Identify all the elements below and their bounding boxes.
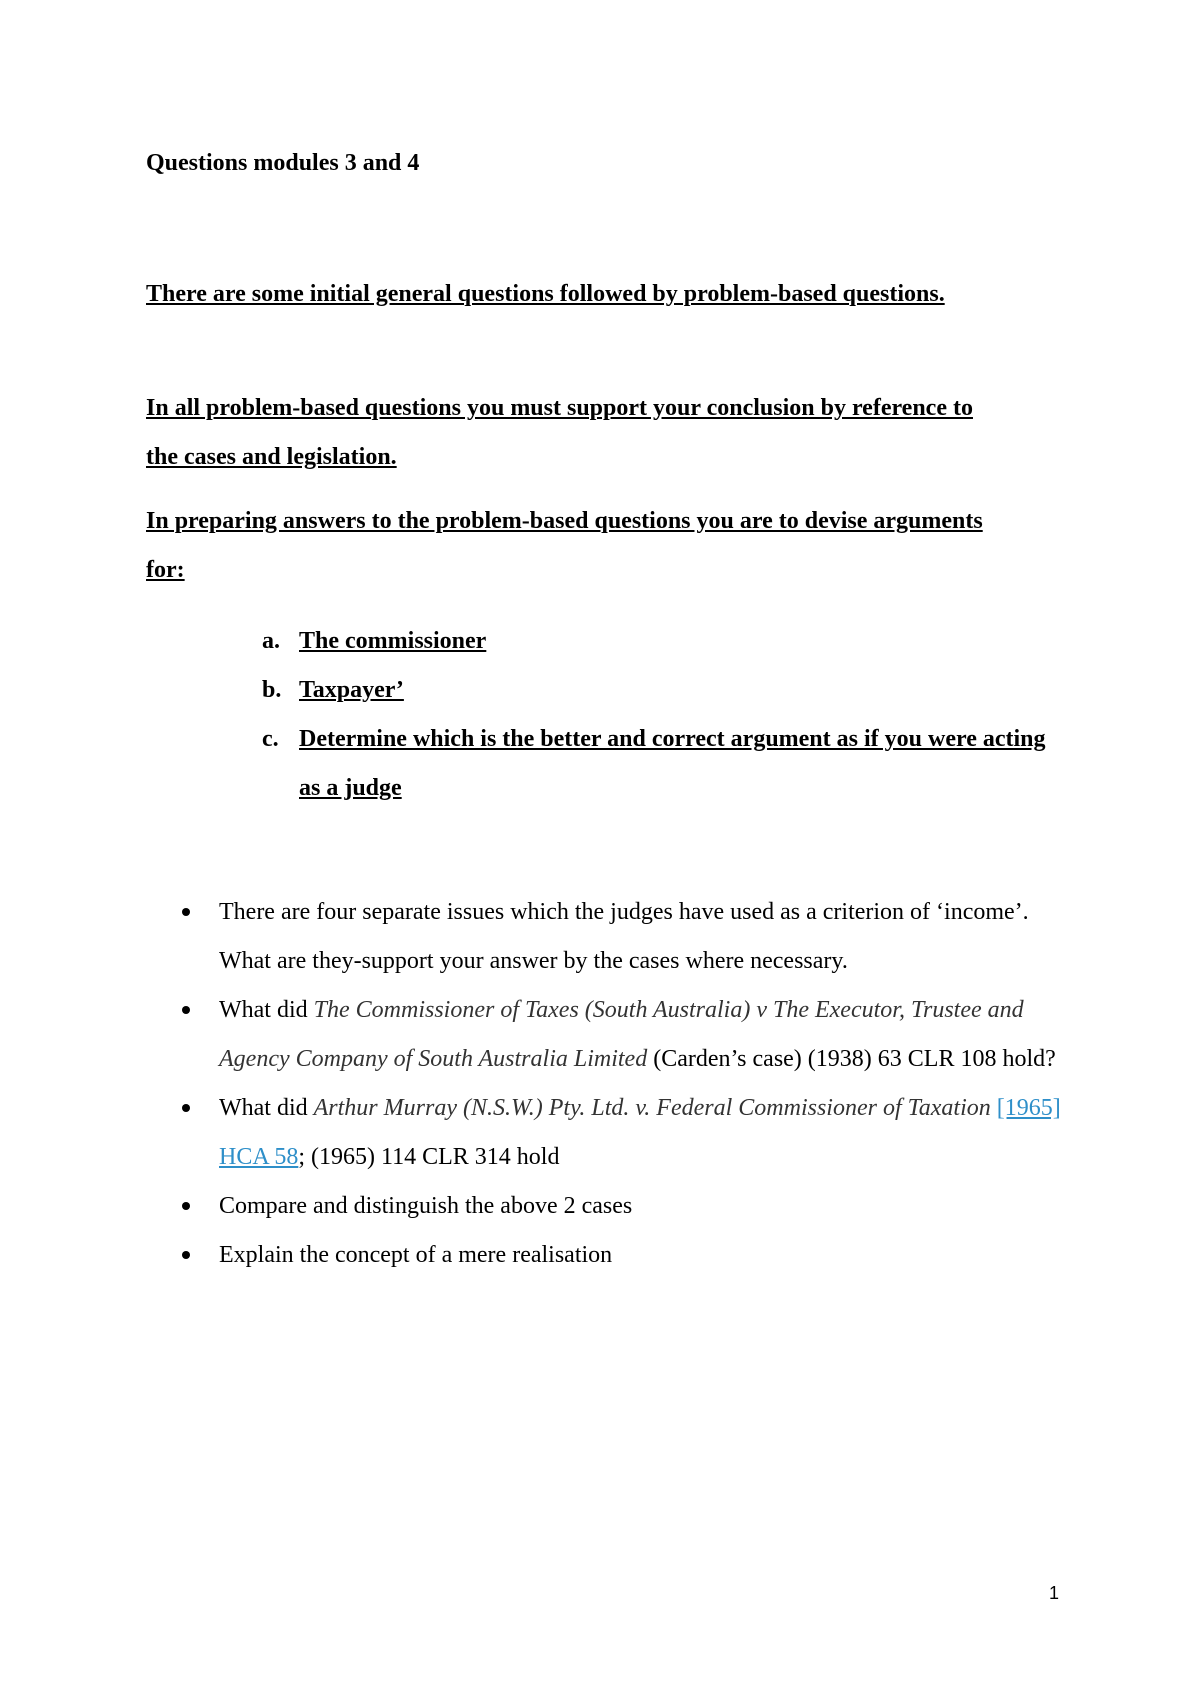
argument-list: [262, 617, 1062, 813]
argument-item-text: Taxpayer’: [299, 677, 404, 703]
question-item-mere-realisation: [178, 1231, 1078, 1280]
question-item-cardens-case: [178, 986, 1078, 1084]
question-suffix: ; (1965) 114 CLR 314 hold: [298, 1144, 560, 1170]
list-marker: a.: [262, 628, 280, 654]
question-text: Explain the concept of a mere realisation: [219, 1242, 613, 1268]
question-prefix: What did: [219, 997, 314, 1023]
question-text: There are four separate issues which the judges have used as a criterion of ‘income’. What are they-support your answer by the cases where necessary.: [219, 899, 1029, 974]
argument-item-text: Determine which is the better and correct argument as if you were acting as a judge: [299, 726, 1046, 801]
bullet-icon: [182, 1006, 190, 1014]
case-citation-link[interactable]: [1965] HCA 58: [219, 1095, 1061, 1170]
question-prefix: What did: [219, 1095, 314, 1121]
question-item-income-criteria: [178, 888, 1078, 986]
intro-paragraph-arguments: In preparing answers to the problem-based questions you are to devise arguments for:: [146, 508, 983, 583]
intro-paragraph-general: There are some initial general questions followed by problem-based questions.: [146, 281, 945, 307]
intro-paragraph-support: In all problem-based questions you must support your conclusion by reference to the cases and legislation.: [146, 395, 973, 470]
list-marker: b.: [262, 677, 282, 703]
case-name: Arthur Murray (N.S.W.) Pty. Ltd. v. Federal Commissioner of Taxation: [313, 1095, 991, 1121]
question-item-compare-cases: [178, 1182, 1078, 1231]
page-number: 1: [1049, 1583, 1060, 1603]
list-marker: c.: [262, 726, 279, 752]
argument-item-text: The commissioner: [299, 628, 487, 654]
bullet-icon: [182, 1251, 190, 1259]
bullet-icon: [182, 908, 190, 916]
question-list: [178, 888, 1078, 1280]
argument-item-commissioner: [262, 617, 1062, 666]
question-text: Compare and distinguish the above 2 cases: [219, 1193, 633, 1219]
question-item-arthur-murray: [178, 1084, 1078, 1182]
argument-item-taxpayer: [262, 666, 1062, 715]
question-suffix: (Carden’s case) (1938) 63 CLR 108 hold?: [647, 1046, 1056, 1072]
argument-item-judge: [262, 715, 1062, 813]
bullet-icon: [182, 1202, 190, 1210]
bullet-icon: [182, 1104, 190, 1112]
document-title: Questions modules 3 and 4: [146, 150, 420, 176]
case-name: The Commissioner of Taxes (South Australia) v The Executor, Trustee and Agency Company of South Australia Limited: [219, 997, 1024, 1072]
